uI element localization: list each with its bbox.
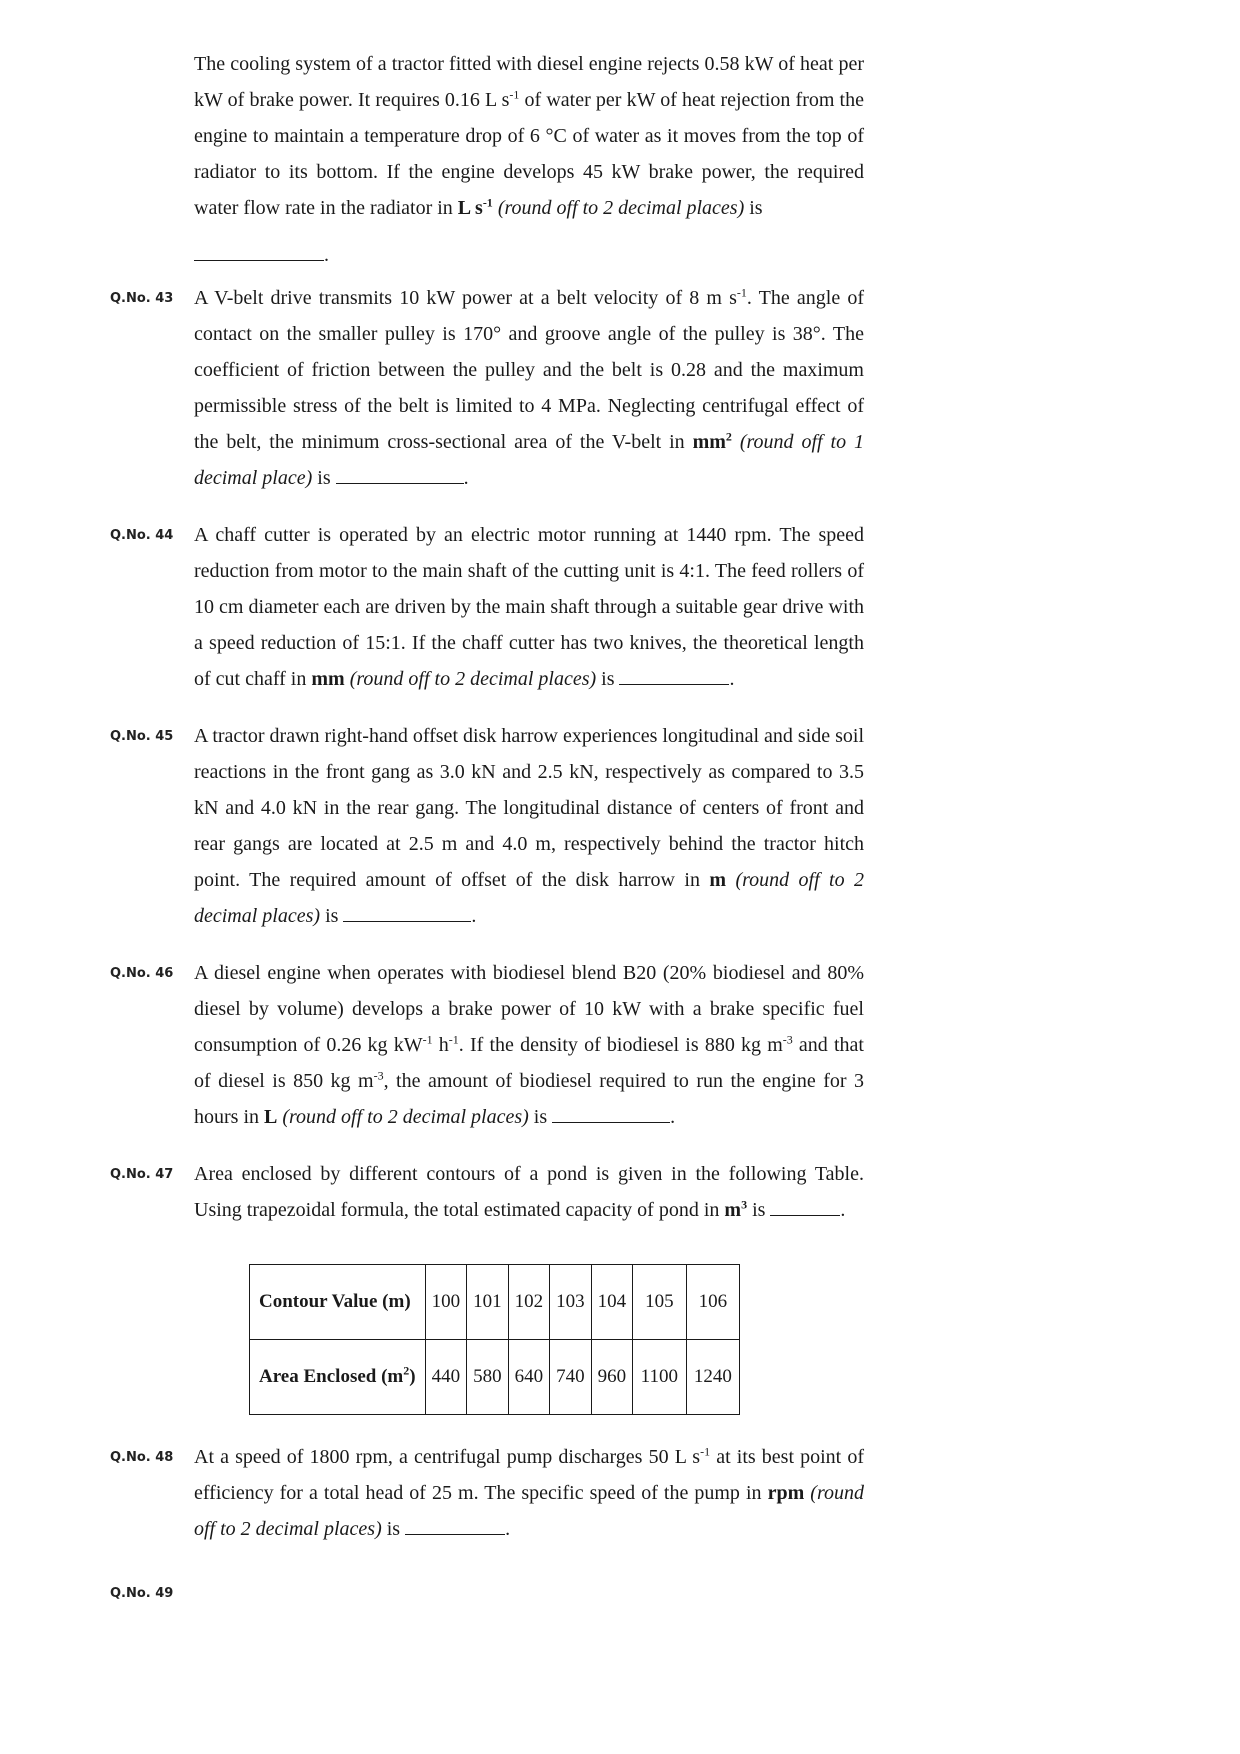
table-cell: 1100: [633, 1340, 687, 1415]
table-row: [250, 1340, 740, 1415]
question-number: Q.No. 45: [110, 729, 174, 744]
question-43-text: A V-belt drive transmits 10 kW power at a belt velocity of 8 m $s^{-1}$. The angle of contact on the smaller pulley is 170° and groove angle of the pulley is 38°. The coefficient of friction between the pulley and the belt is 0.28 and the maximum permissible stress of the belt is limited to 4 MPa. Neglecting centrifugal effect of the belt, the minimum cross-sectional area of the V-belt in $mm^2$ (round off to 1 decimal place) is .: [194, 285, 865, 489]
table-cell: 440: [425, 1340, 467, 1415]
question-number: Q.No. 47: [110, 1167, 174, 1182]
table-cell: 640: [508, 1340, 550, 1415]
table-header-cell: Area Enclosed $(m^2)$: [250, 1340, 426, 1415]
question-number: Q.No. 48: [110, 1450, 174, 1465]
table-cell: 102: [508, 1265, 550, 1340]
question-number: Q.No. 49: [110, 1586, 174, 1601]
answer-blank: [619, 666, 729, 685]
table-cell: 101: [467, 1265, 509, 1340]
question-number: Q.No. 46: [110, 966, 174, 981]
answer-blank: [336, 465, 464, 484]
table-cell: 103: [550, 1265, 592, 1340]
question-45-text: A tractor drawn right-hand offset disk harrow experiences longitudinal and side soil reactions in the front gang as 3.0 kN and 2.5 kN, respectively as compared to 3.5 kN and 4.0 kN in the rear gang. The longitudinal distance of centers of front and rear gangs are located at 2.5 m and 4.0 m, respectively behind the tractor hitch point. The required amount of offset of the disk harrow in m (round off to 2 decimal places) is .: [194, 725, 865, 927]
question-42-text: The cooling system of a tractor fitted with diesel engine rejects 0.58 kW of heat per kW of brake power. It requires 0.16 L $s^{-1}$ of water per kW of heat rejection from the engine to maintain a temperature drop of 6 °C of water as it moves from the top of radiator to its bottom. If the engine develops 45 kW brake power, the required water flow rate in the radiator in L $s^{-1}$ (round off to 2 decimal places) is .: [194, 46, 864, 273]
answer-blank: .: [194, 226, 864, 273]
answer-blank: [552, 1104, 670, 1123]
table-header-cell: Contour Value (m): [250, 1265, 426, 1340]
table-cell: 100: [425, 1265, 467, 1340]
table-cell: 580: [467, 1340, 509, 1415]
table-row: [250, 1265, 740, 1340]
question-46-text: A diesel engine when operates with biodiesel blend B20 (20% biodiesel and 80% diesel by volume) develops a brake power of 10 kW with a brake specific fuel consumption of 0.26 kg $kW^{-1}$ $h^{-1}$. If the density of biodiesel is 880 kg $m^{-3}$ and that of diesel is 850 kg $m^{-3}$, the amount of biodiesel required to run the engine for 3 hours in L (round off to 2 decimal places) is .: [194, 962, 864, 1128]
question-47-text: Area enclosed by different contours of a pond is given in the following Table. Using trapezoidal formula, the total estimated capacity of pond in $m^3$ is .: [194, 1163, 864, 1221]
answer-blank: [770, 1197, 840, 1216]
question-number: Q.No. 44: [110, 528, 174, 543]
table-cell: 740: [550, 1340, 592, 1415]
table-cell: 1240: [686, 1340, 740, 1415]
question-48-text: At a speed of 1800 rpm, a centrifugal pump discharges 50 L $s^{-1}$ at its best point of efficiency for a total head of 25 m. The specific speed of the pump in rpm (round off to 2 decimal places) is .: [194, 1444, 865, 1540]
table-cell: 106: [686, 1265, 740, 1340]
table-cell: 960: [591, 1340, 633, 1415]
table-cell: 104: [591, 1265, 633, 1340]
question-44-text: A chaff cutter is operated by an electric motor running at 1440 rpm. The speed reduction from motor to the main shaft of the cutting unit is 4:1. The feed rollers of 10 cm diameter each are driven by the main shaft through a suitable gear drive with a speed reduction of 15:1. If the chaff cutter has two knives, the theoretical length of cut chaff in mm (round off to 2 decimal places) is .: [194, 524, 864, 690]
answer-blank: [343, 903, 471, 922]
answer-blank: [405, 1516, 505, 1535]
contour-table: [249, 1264, 740, 1415]
table-cell: 105: [633, 1265, 687, 1340]
question-number: Q.No. 43: [110, 291, 174, 306]
